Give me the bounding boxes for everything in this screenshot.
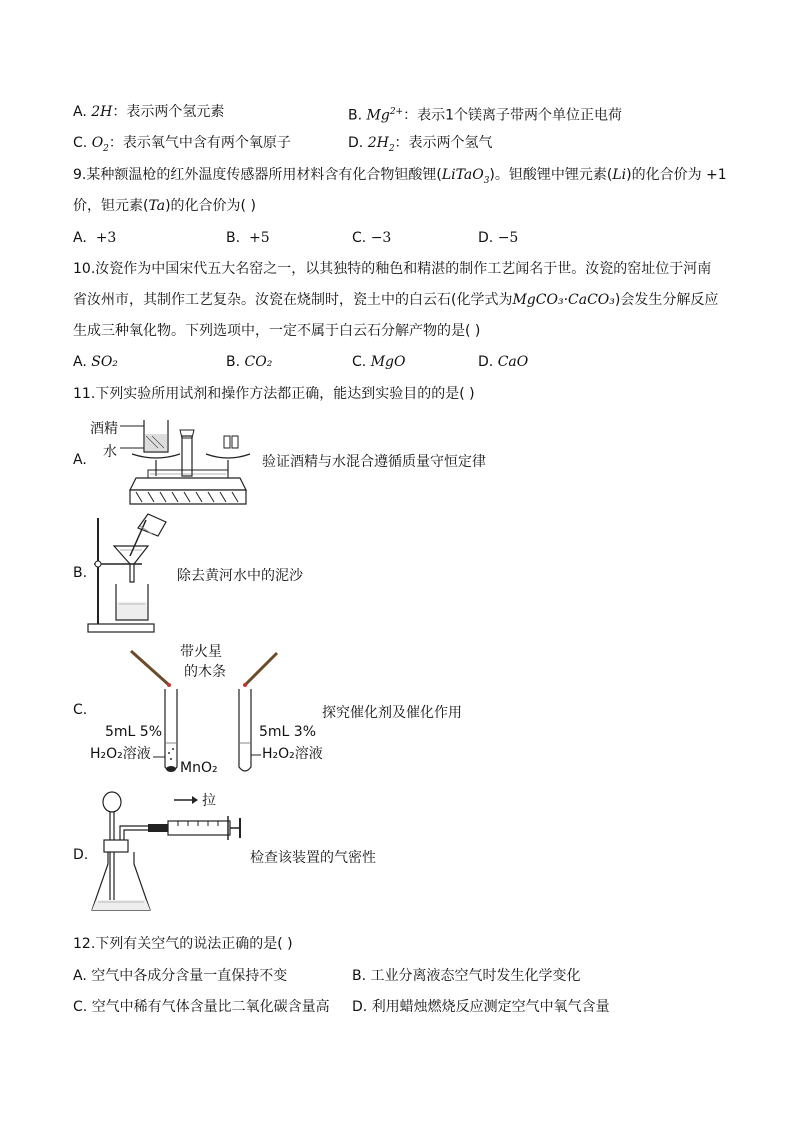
q11-a-letter: A. [73, 452, 87, 468]
airtightness-figure [88, 788, 250, 916]
q10-option-d: D. CaO [478, 354, 529, 370]
q12-option-a: A. 空气中各成分含量一直保持不变 [73, 968, 288, 984]
q11-c-right-concentration: 5mL 3% [259, 724, 317, 740]
q10-stem-line3: 生成三种氧化物。下列选项中，一定不属于白云石分解产物的是( ) [73, 323, 481, 339]
q11-c-mno2-label: MnO₂ [180, 760, 218, 776]
q11-c-caption: 探究催化剂及催化作用 [322, 705, 462, 721]
q8-option-a: A. 2H：表示两个氢元素 [73, 104, 225, 120]
q8-option-c: C. $O_2$：表示氧气中含有两个氧原子 [73, 135, 291, 154]
q8-option-d: D. $2H_2$：表示两个氢气 [348, 135, 493, 154]
q9-stem-line1: 9.某种额温枪的红外温度传感器所用材料含有化合物钽酸锂(LiTaO$_3$)。钽酸锂中锂元素(Li)的化合价为 +1 [73, 167, 727, 186]
q12-option-b: B. 工业分离液态空气时发生化学变化 [352, 968, 581, 984]
q9-option-d: D. −5 [478, 230, 519, 246]
q11-d-caption: 检查该装置的气密性 [250, 850, 376, 866]
balance-figure [118, 412, 253, 510]
q11-d-pull-label: 拉 [202, 793, 216, 809]
q11-d-letter: D. [73, 847, 89, 863]
q11-c-letter: C. [73, 702, 88, 718]
q11-c-stick-label-2: 的木条 [184, 664, 226, 680]
q11-a-label-water: 水 [103, 444, 117, 460]
q11-c-stick-label-1: 带火星 [180, 644, 222, 660]
q11-b-letter: B. [73, 565, 88, 581]
q11-stem: 11.下列实验所用试剂和操作方法都正确，能达到实验目的的是( ) [73, 386, 475, 402]
q12-stem: 12.下列有关空气的说法正确的是( ) [73, 936, 293, 952]
q12-option-d: D. 利用蜡烛燃烧反应测定空气中氧气含量 [352, 999, 610, 1015]
q11-c-left-solution: H₂O₂溶液 [90, 746, 151, 762]
q11-a-caption: 验证酒精与水混合遵循质量守恒定律 [262, 454, 486, 470]
q10-option-a: A. SO₂ [73, 354, 118, 370]
q10-option-b: B. CO₂ [226, 354, 273, 370]
catalyst-tubes-figure [125, 645, 285, 777]
q11-c-right-solution: H₂O₂溶液 [262, 746, 323, 762]
q11-a-label-alcohol: 酒精 [90, 421, 118, 437]
q11-b-caption: 除去黄河水中的泥沙 [177, 568, 303, 584]
q11-c-left-concentration: 5mL 5% [105, 724, 163, 740]
q10-stem-line2: 省汝州市，其制作工艺复杂。汝瓷在烧制时，瓷土中的白云石(化学式为MgCO₃·CaCO₃)会发生分解反应 [73, 292, 719, 308]
q9-option-b: B. +5 [226, 230, 270, 246]
q12-option-c: C. 空气中稀有气体含量比二氧化碳含量高 [73, 999, 330, 1015]
q10-option-c: C. MgO [352, 354, 406, 370]
q10-stem-line1: 10.汝瓷作为中国宋代五大名窑之一，以其独特的釉色和精湛的制作工艺闻名于世。汝瓷的窑址位于河南 [73, 261, 712, 277]
q9-stem-line2: 价，钽元素(Ta)的化合价为( ) [73, 198, 256, 214]
filtration-figure [86, 512, 176, 634]
q9-option-a: A. +3 [73, 230, 117, 246]
q9-option-c: C. −3 [352, 230, 392, 246]
q8-option-b: B. $Mg^{2+}$：表示1个镁离子带两个单位正电荷 [348, 107, 623, 124]
